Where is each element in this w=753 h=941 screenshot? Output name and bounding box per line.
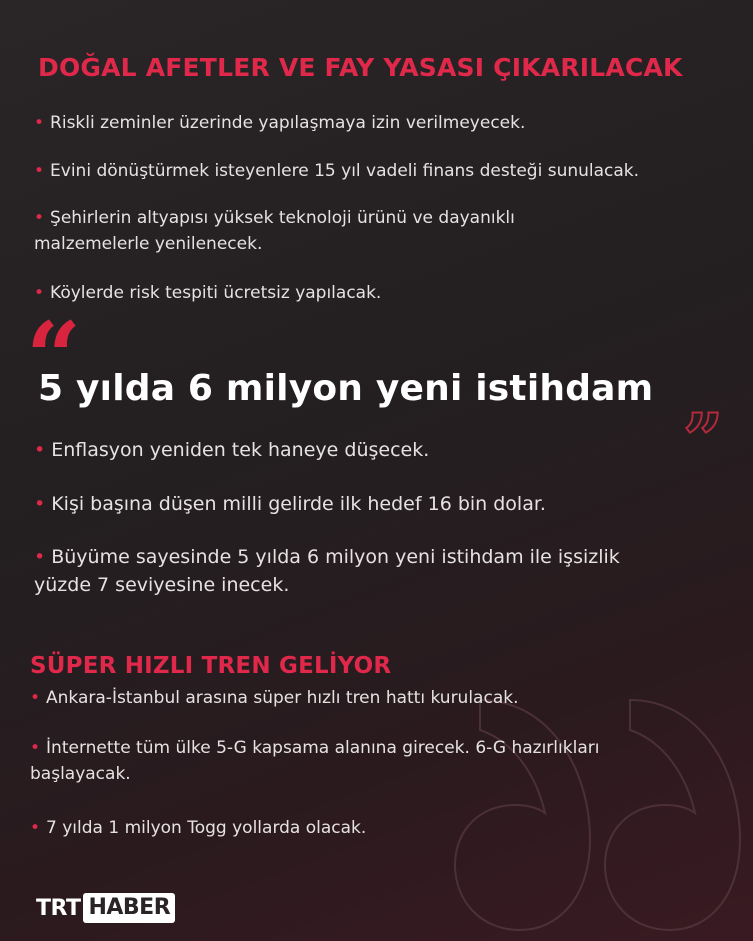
list-item: • İnternette tüm ülke 5-G kapsama alanına girecek. 6-G hazırlıkları başlayacak. [30, 738, 600, 784]
bullet-icon: • [34, 208, 45, 228]
bullet-icon: • [30, 688, 41, 708]
bullet-icon: • [34, 439, 46, 461]
list-item: • Enflasyon yeniden tek haneye düşecek. [34, 439, 430, 461]
list-item: • Şehirlerin altyapısı yüksek teknoloji ürünü ve dayanıklı malzemelerle yenilenecek. [34, 208, 515, 254]
section-title-natural-disasters: DOĞAL AFETLER VE FAY YASASI ÇIKARILACAK [38, 53, 683, 82]
logo-trt: TRT [36, 895, 81, 921]
list-item: • Kişi başına düşen milli gelirde ilk hedef 16 bin dolar. [34, 493, 546, 515]
bullet-icon: • [34, 493, 46, 515]
background-quote-icon [440, 680, 753, 940]
bullet-icon: • [34, 113, 45, 133]
logo-haber: HABER [83, 893, 175, 923]
list-item: • 7 yılda 1 milyon Togg yollarda olacak. [30, 818, 367, 838]
bullet-icon: • [34, 283, 45, 303]
list-item: • Köylerde risk tespiti ücretsiz yapılacak. [34, 283, 382, 303]
section-title-high-speed-train: SÜPER HIZLI TREN GELİYOR [30, 653, 392, 679]
list-item: • Büyüme sayesinde 5 yılda 6 milyon yeni istihdam ile işsizlik yüzde 7 seviyesine inecek. [34, 546, 620, 596]
bullet-icon: • [30, 818, 41, 838]
list-item: • Evini dönüştürmek isteyenlere 15 yıl vadeli finans desteği sunulacak. [34, 161, 640, 181]
bullet-icon: • [34, 546, 46, 568]
list-item: • Riskli zeminler üzerinde yapılaşmaya izin verilmeyecek. [34, 113, 526, 133]
list-item: • Ankara-İstanbul arasına süper hızlı tren hattı kurulacak. [30, 688, 519, 708]
bullet-icon: • [30, 738, 41, 758]
section-title-employment: 5 yılda 6 milyon yeni istihdam [38, 368, 654, 409]
quote-open-icon: “ [26, 301, 82, 414]
trt-haber-logo [36, 893, 175, 923]
quote-close-icon: ” [683, 398, 724, 481]
bullet-icon: • [34, 161, 45, 181]
